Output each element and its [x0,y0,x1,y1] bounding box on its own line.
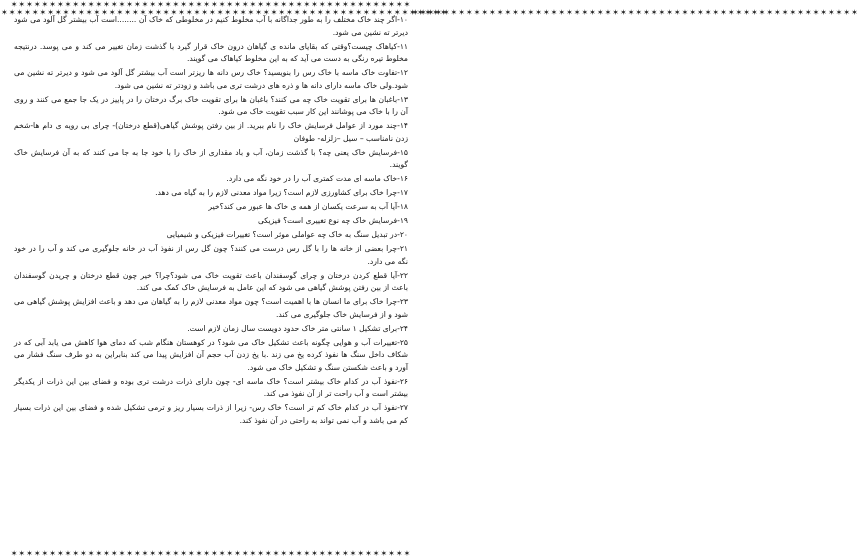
question-item-16: ۱۶-خاک ماسه ای مدت کمتری آب را در خود نگه می دارد. [226,174,408,183]
question-item-22: ۲۲-آیا قطع کردن درختان و چرای گوسفندان باعث تقویت خاک می شود؟چرا؟ خیر چون قطع درختان و چریدن گوسفندان باعث از بین رفتن پوشش گیاهی می شود که این عامل به فرسایش خاک کمک می کند. [14,270,408,292]
question-item-24: ۲۴-برای تشکیل ۱ سانتی متر خاک حدود دویست سال زمان لازم است. [187,323,408,333]
question-item-27: ۲۷-نفوذ آب در کدام خاک کم تر است؟ خاک رس- زیرا از ذرات بسیار ریز و ترمی تشکیل شده و فضای بین این ذرات بسیار کم می باشد و آب نمی تواند به راحتی در آن نفوذ کند. [14,403,408,425]
question-list [14,14,408,548]
question-item-15: ۱۵-فرسایش خاک یعنی چه؟ با گذشت زمان، آب و باد مقداری از خاک را با خود جا به جا می کنند که به آن فرسایش خاک گویند. [14,147,408,169]
star-border-bottom: ✶✶✶✶✶✶✶✶✶✶✶✶✶✶✶✶✶✶✶✶✶✶✶✶✶✶✶✶✶✶✶✶✶✶✶✶✶✶✶✶✶✶✶✶✶✶✶✶✶✶✶✶ [10,549,412,558]
question-item-26: ۲۶-نفوذ آب در کدام خاک بیشتر است؟ خاک ماسه ای- چون دارای ذرات درشت تری بوده و فضای بین این ذرات از یکدیگر بیشتر است و آب راحت تر از آن نفوذ می کند. [14,376,408,398]
question-item-14: ۱۴-چند مورد از عوامل فرسایش خاک را نام ببرید. از بین رفتن پوشش گیاهی(قطع درختان)- چرای بی رویه ی دام ها-شخم زدن نامناسب – سیل –زلزله- طوفان [14,121,408,143]
question-item-21: ۲۱-چرا بعضی از خانه ها را با گل رس درست می کنند؟ چون گل رس از نفوذ آب در خانه جلوگیری می کند و آب را در خود نگه می دارد. [14,244,408,266]
question-item-10: ۱۰-اگر چند خاک مختلف را به طور جداگانه با آب مخلوط کنیم در مخلوطی که خاک آن ........است آب بیشتر گل آلود می شود دیرتر ته نشین می شود. [14,15,408,37]
question-item-25: ۲۵-تغییرات آب و هوایی چگونه باعث تشکیل خاک می شود؟ در کوهستان هنگام شب که دمای هوا کاهش می یابد آبی که در شکاف داخل سنگ ها نفوذ کرده یخ می زند .با یخ زدن آب حجم آن افزایش پیدا می کند بنابراین به دو طرف سنگ فشار می آورد و باعث شکستن سنگ و تشکیل خاک می شود. [14,337,408,372]
question-item-12: ۱۲-تفاوت خاک ماسه با خاک رس را بنویسید؟ خاک رس دانه ها ریزتر است آب بیشتر گل آلود می شود و دیرتر ته نشین می شود.ولی خاک ماسه دارای دانه ها و ذره های درشت تری می باشد و زودتر ته نشین می شود. [14,68,408,90]
question-item-11: ۱۱-کیاهاک چیست؟وقتی که بقایای مانده ی گیاهان درون خاک قرار گیرد با گذشت زمان تغییر می کند و می پوسد. درنتیجه مخلوط تیره رنگی به دست می آید که به این مخلوط کیاهاک می گویند. [14,41,408,63]
question-item-18: ۱۸-آیا آب به سرعت یکسان از همه ی خاک ها عبور می کند؟خیر [208,202,408,211]
question-item-17: ۱۷-چرا خاک برای کشاورزی لازم است؟ زیرا مواد معدنی لازم را به گیاه می دهد. [155,188,408,197]
question-item-13: ۱۳-باغبان ها برای تقویت خاک چه می کنند؟ باغبان ها برای تقویت خاک برگ درختان را در پاییز در یک جا جمع می کنند و روی آن را با خاک می پوشانند این کار سبب تقویت خاک می شود. [14,94,408,116]
question-item-19: ۱۹-فرسایش خاک چه نوع تغییری است؟ فیزیکی [257,216,408,225]
star-border-right: ✶✶✶✶✶✶✶✶✶✶✶✶✶✶✶✶✶✶✶✶✶✶✶✶✶✶✶✶✶✶✶✶✶✶✶✶✶✶✶✶✶✶✶✶✶✶✶✶✶✶✶✶✶✶✶✶✶✶ [412,8,859,17]
star-border-top: ✶✶✶✶✶✶✶✶✶✶✶✶✶✶✶✶✶✶✶✶✶✶✶✶✶✶✶✶✶✶✶✶✶✶✶✶✶✶✶✶✶✶✶✶✶✶✶✶✶✶✶✶ [10,0,412,9]
star-border-left: ✶✶✶✶✶✶✶✶✶✶✶✶✶✶✶✶✶✶✶✶✶✶✶✶✶✶✶✶✶✶✶✶✶✶✶✶✶✶✶✶✶✶✶✶✶✶✶✶✶✶✶✶✶✶✶✶✶✶ [1,8,448,17]
question-item-23: ۲۳-چرا خاک برای ما انسان ها با اهمیت است؟ چون مواد معدنی لازم را به گیاهان می دهد و باعث افزایش پوشش گیاهی می شود و از فرسایش خاک جلوگیری می کند. [14,297,408,319]
question-item-20: ۲۰-در تبدیل سنگ به خاک چه عواملی موثر است؟ تغییرات فیزیکی و شیمیایی [166,230,408,239]
